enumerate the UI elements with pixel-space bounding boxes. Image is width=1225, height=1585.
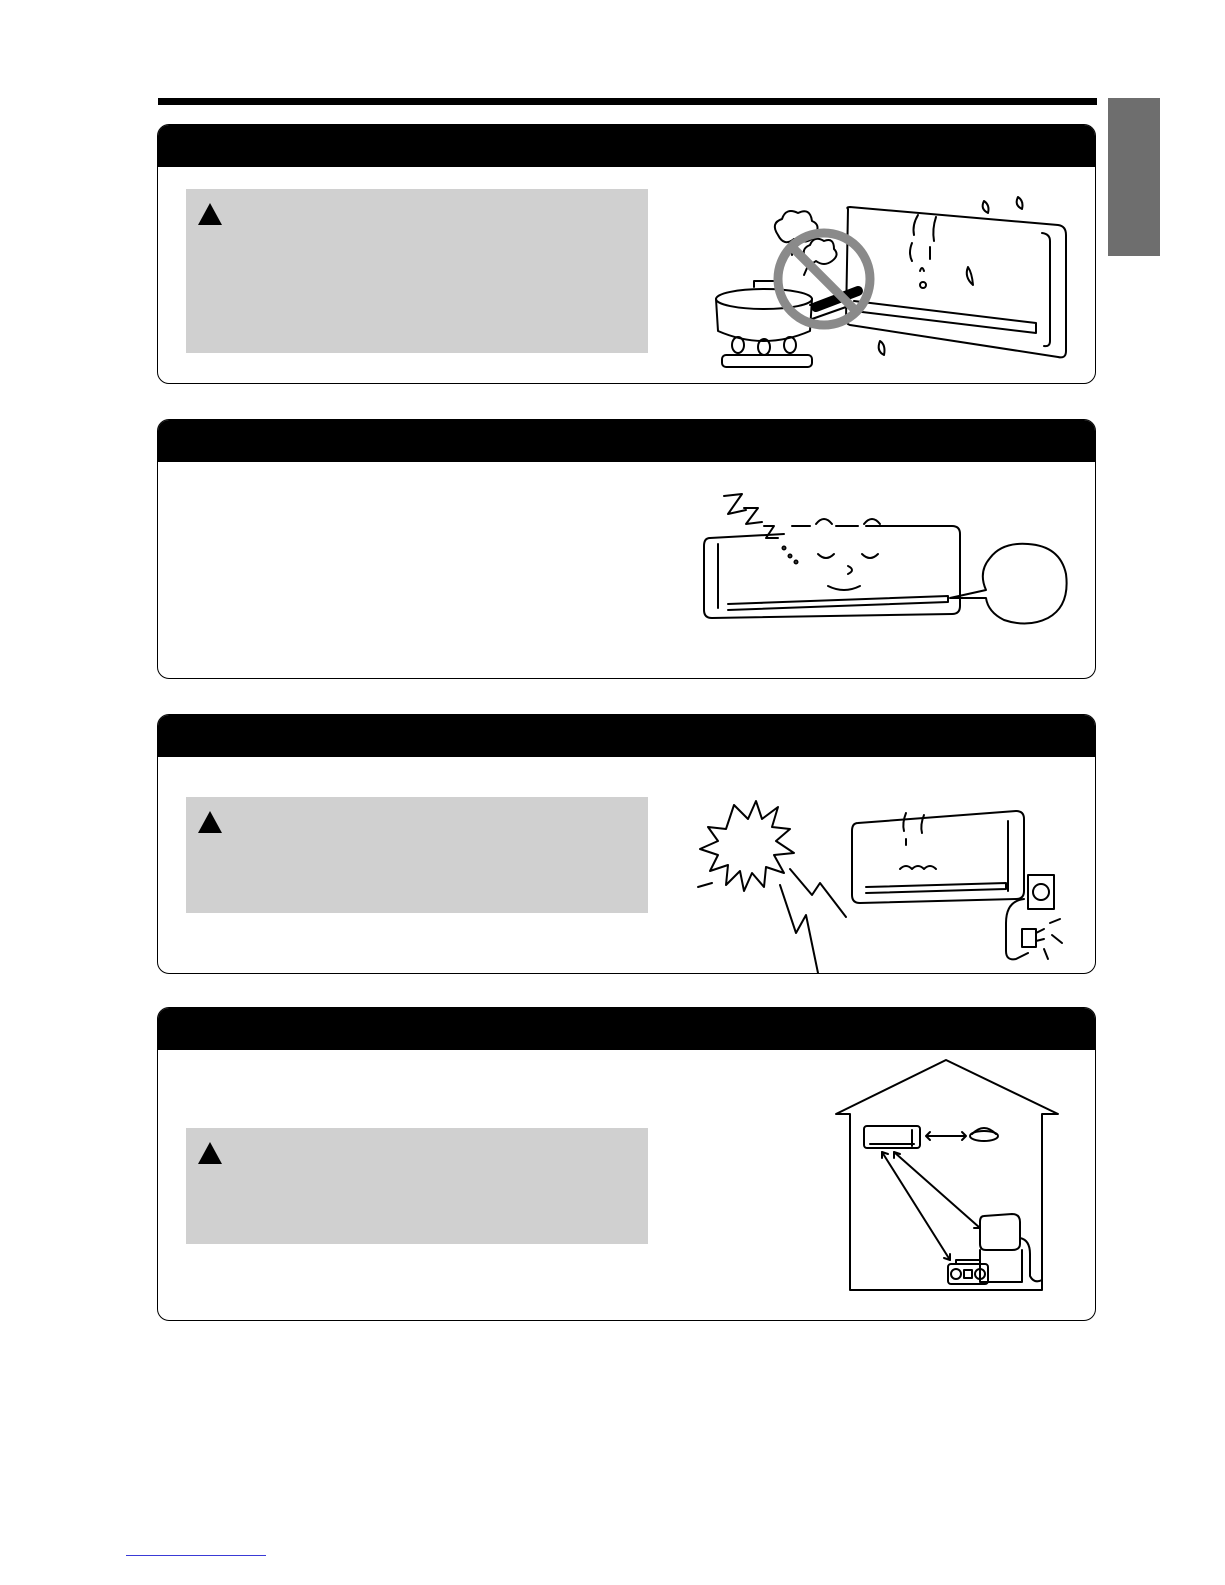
house-interference-icon — [830, 1054, 1070, 1294]
top-rule — [158, 98, 1097, 105]
section-4-heading — [158, 1008, 1095, 1050]
sleeping-unit-icon — [688, 486, 1078, 666]
section-3-warning-box — [186, 797, 648, 913]
bottom-link-underline[interactable] — [126, 1555, 266, 1556]
warning-triangle-icon — [198, 203, 222, 225]
lightning-noise-icon — [688, 783, 1078, 974]
section-1 — [157, 124, 1096, 384]
side-tab — [1108, 98, 1160, 256]
no-steam-prohibition-icon — [698, 195, 1088, 375]
warning-triangle-icon — [198, 811, 222, 833]
section-2 — [157, 419, 1096, 679]
section-2-heading — [158, 420, 1095, 462]
section-4-warning-box — [186, 1128, 648, 1244]
section-3 — [157, 714, 1096, 974]
section-3-heading — [158, 715, 1095, 757]
warning-triangle-icon — [198, 1142, 222, 1164]
section-1-warning-box — [186, 189, 648, 353]
section-4 — [157, 1007, 1096, 1321]
section-1-heading — [158, 125, 1095, 167]
